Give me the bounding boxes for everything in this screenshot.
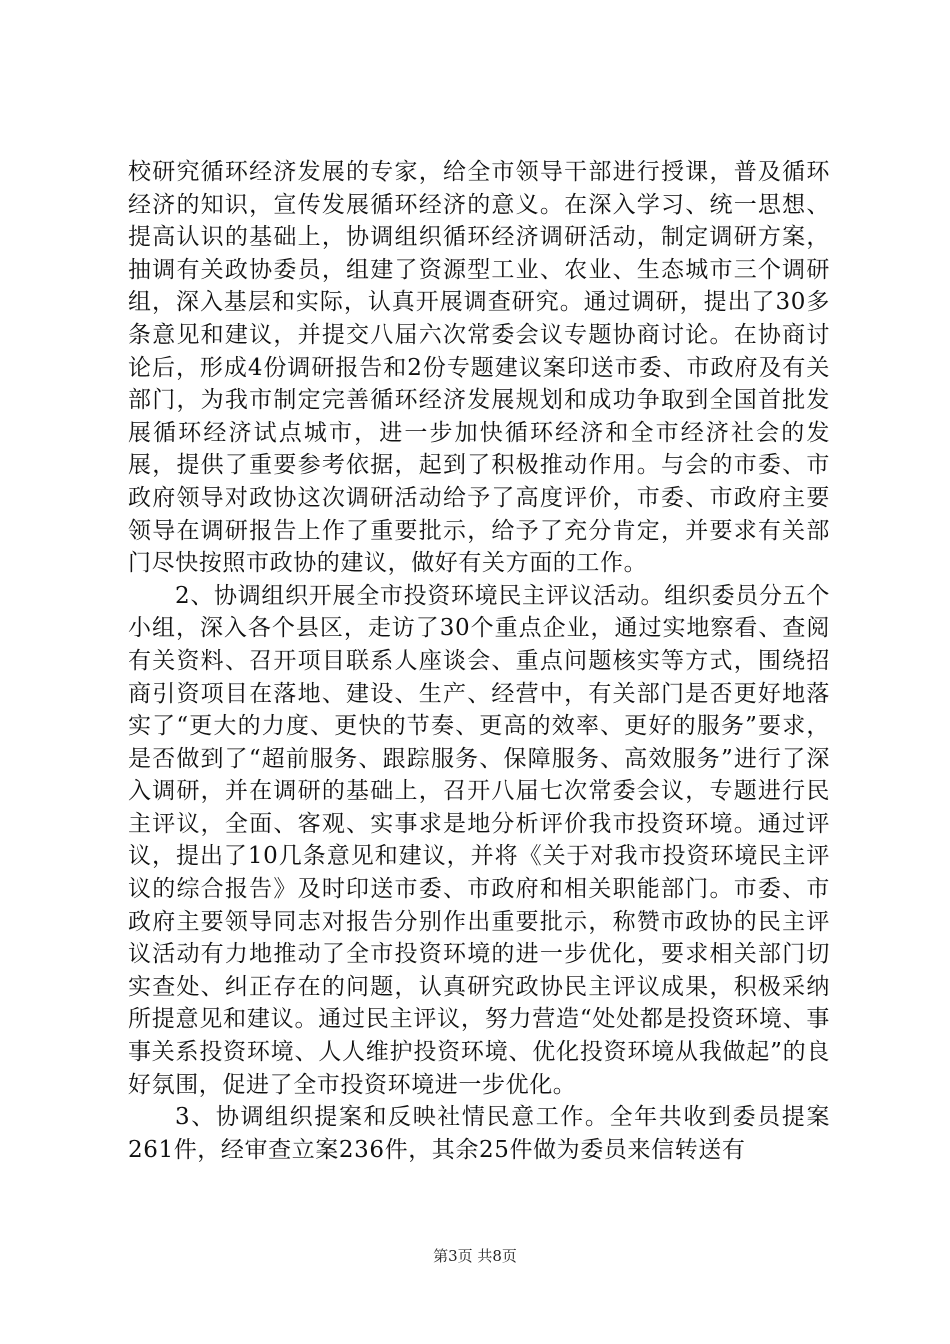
- paragraph-continued: 校研究循环经济发展的专家，给全市领导干部进行授课，普及循环经济的知识，宣传发展循环经济的意义。在深入学习、统一思想、提高认识的基础上，协调组织循环经济调研活动，制定调研方案，抽调有关政协委员，组建了资源型工业、农业、生态城市三个调研组，深入基层和实际，认真开展调查研究。通过调研，提出了30多条意见和建议，并提交八届六次常委会议专题协商讨论。在协商讨论后，形成4份调研报告和2份专题建议案印送市委、市政府及有关部门，为我市制定完善循环经济发展规划和成功争取到全国首批发展循环经济试点城市，进一步加快循环经济和全市经济社会的发展，提供了重要参考依据，起到了积极推动作用。与会的市委、市政府领导对政协这次调研活动给予了高度评价，市委、市政府主要领导在调研报告上作了重要批示，给予了充分肯定，并要求有关部门尽快按照市政协的建议，做好有关方面的工作。: [128, 159, 830, 577]
- page-number-footer: 第3页 共8页: [433, 1247, 517, 1265]
- paragraph-proposals: 3、协调组织提案和反映社情民意工作。全年共收到委员提案261件，经审查立案236件，其余25件做为委员来信转送有: [128, 1104, 830, 1163]
- document-body: [128, 156, 830, 1166]
- paragraph-investment-review: 2、协调组织开展全市投资环境民主评议活动。组织委员分五个小组，深入各个县区，走访了30个重点企业，通过实地察看、查阅有关资料、召开项目联系人座谈会、重点问题核实等方式，围绕招商引资项目在落地、建设、生产、经营中，有关部门是否更好地落实了“更大的力度、更快的节奏、更高的效率、更好的服务”要求，是否做到了“超前服务、跟踪服务、保障服务、高效服务”进行了深入调研，并在调研的基础上，召开八届七次常委会议，专题进行民主评议，全面、客观、实事求是地分析评价我市投资环境。通过评议，提出了10几条意见和建议，并将《关于对我市投资环境民主评议的综合报告》及时印送市委、市政府和相关职能部门。市委、市政府主要领导同志对报告分别作出重要批示，称赞市政协的民主评议活动有力地推动了全市投资环境的进一步优化，要求相关部门切实查处、纠正存在的问题，认真研究政协民主评议成果，积极采纳所提意见和建议。通过民主评议，努力营造“处处都是投资环境、事事关系投资环境、人人维护投资环境、优化投资环境从我做起”的良好氛围，促进了全市投资环境进一步优化。: [128, 582, 830, 1098]
